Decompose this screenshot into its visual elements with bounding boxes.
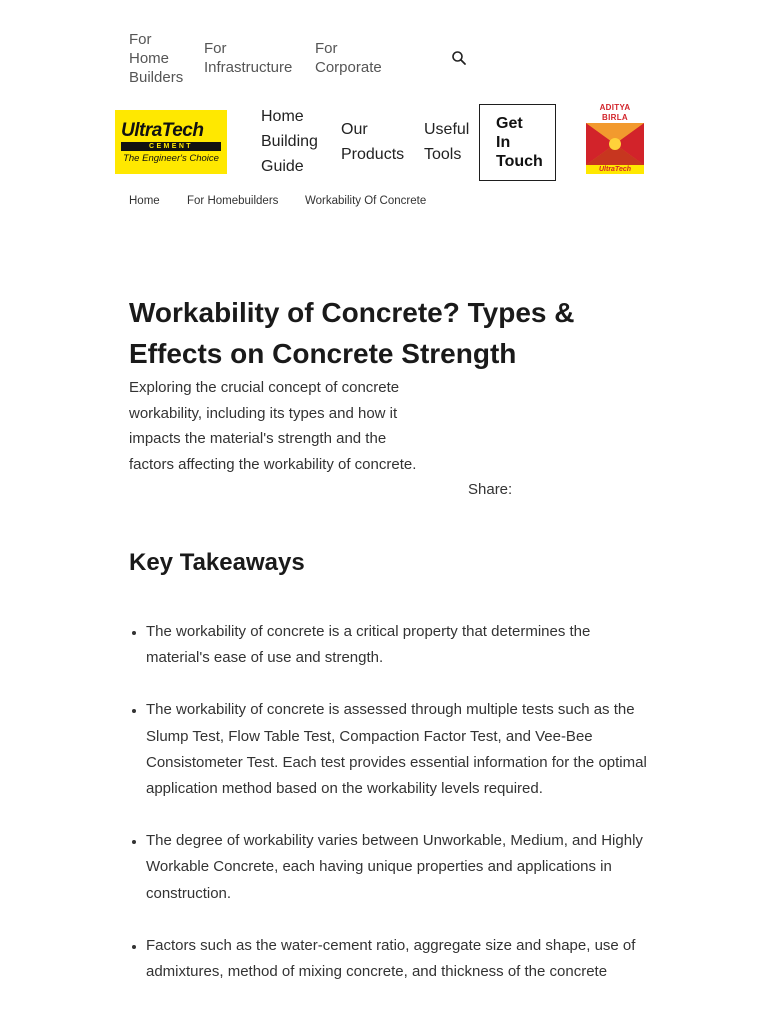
- page-title: Workability of Concrete? Types & Effects on Concrete Strength: [129, 297, 575, 369]
- share-label: Share:: [468, 481, 513, 498]
- sun-emblem-icon: [586, 123, 644, 165]
- breadcrumb-current: Workability Of Concrete: [305, 195, 427, 207]
- logo-tagline: The Engineer's Choice: [123, 152, 219, 164]
- aditya-birla-logo: [586, 103, 644, 173]
- top-link-infrastructure[interactable]: For Infrastructure: [204, 40, 293, 76]
- article-intro: Exploring the crucial concept of concrete workability, including its types and how it impacts the material's strength and the factors affecting the workability of concrete.: [129, 379, 417, 473]
- get-in-touch-button[interactable]: Get In Touch: [479, 104, 556, 181]
- logo-brand-text: UltraTech: [121, 119, 204, 141]
- list-item: Factors such as the water-cement ratio, aggregate size and shape, use of admixtures, method of mixing concrete, and thickness of the concrete: [129, 933, 649, 984]
- nav-useful-tools[interactable]: Useful Tools: [424, 121, 470, 163]
- breadcrumb-home[interactable]: Home: [129, 195, 160, 207]
- key-takeaways-heading: Key Takeaways: [129, 549, 305, 576]
- group-logo-bottom-text: UltraTech: [586, 165, 644, 174]
- top-link-home-builders[interactable]: For Home Builders: [129, 31, 184, 86]
- group-logo-top-text: ADITYA BIRLA: [599, 103, 631, 122]
- breadcrumb: [129, 195, 529, 211]
- logo-band-text: CEMENT: [121, 142, 221, 151]
- top-link-corporate[interactable]: For Corporate: [315, 40, 382, 76]
- breadcrumb-for-homebuilders[interactable]: For Homebuilders: [187, 195, 279, 207]
- search-icon[interactable]: [451, 50, 467, 66]
- list-item: The degree of workability varies between Unworkable, Medium, and Highly Workable Concrete, each having unique properties and applications in construction.: [129, 828, 649, 907]
- list-item: The workability of concrete is assessed through multiple tests such as the Slump Test, Flow Table Test, Compaction Factor Test, and Vee-Bee Consistometer Test. Each test provides essential information for the optimal application method based on the workability levels required.: [129, 697, 649, 802]
- key-takeaways-list: [129, 619, 649, 984]
- nav-home-building-guide[interactable]: Home Building Guide: [261, 108, 318, 175]
- nav-our-products[interactable]: Our Products: [341, 121, 405, 163]
- list-item: The workability of concrete is a critical property that determines the material's ease of use and strength.: [129, 619, 649, 671]
- ultratech-logo[interactable]: [115, 110, 227, 174]
